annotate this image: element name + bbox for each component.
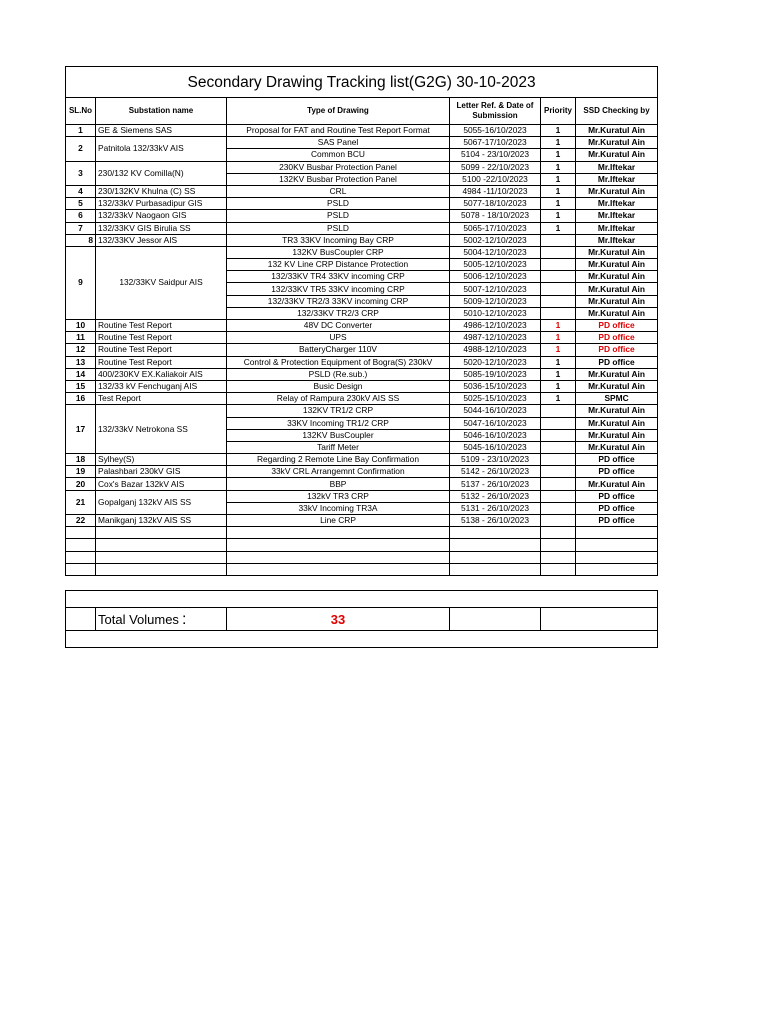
header-row	[66, 98, 658, 125]
table-row	[66, 478, 658, 490]
sl-cell: 5	[66, 198, 96, 210]
substation-cell: Cox's Bazar 132kV AIS	[96, 478, 227, 490]
drawing-type-cell: CRL	[227, 185, 450, 197]
ssd-checker-cell: Mr.Kuratul Ain	[576, 125, 658, 137]
sl-cell: 1	[66, 125, 96, 137]
drawing-type-cell: TR3 33KV Incoming Bay CRP	[227, 234, 450, 246]
table-row	[66, 466, 658, 478]
table-row	[66, 320, 658, 332]
substation-cell: 230/132 KV Comilla(N)	[96, 161, 227, 185]
col-header-sl: SL.No	[66, 98, 96, 125]
drawing-type-cell: 33kV Incoming TR3A	[227, 502, 450, 514]
table-row	[66, 210, 658, 222]
table-row	[66, 454, 658, 466]
col-header-priority: Priority	[541, 98, 576, 125]
letter-ref-cell: 5010-12/10/2023	[450, 307, 541, 319]
drawing-type-cell: BBP	[227, 478, 450, 490]
letter-ref-cell: 5099 - 22/10/2023	[450, 161, 541, 173]
sl-cell: 11	[66, 332, 96, 344]
drawing-type-cell: PSLD	[227, 198, 450, 210]
table-row	[66, 368, 658, 380]
substation-cell: Routine Test Report	[96, 344, 227, 356]
substation-cell: 132/33kV Purbasadipur GIS	[96, 198, 227, 210]
ssd-checker-cell: PD office	[576, 332, 658, 344]
substation-cell: Routine Test Report	[96, 356, 227, 368]
sheet-title: Secondary Drawing Tracking list(G2G) 30-10-2023	[66, 67, 658, 98]
ssd-checker-cell: Mr.Kuratul Ain	[576, 429, 658, 441]
sl-cell: 8	[66, 234, 96, 246]
substation-cell: 132/33KV GIS Birulia SS	[96, 222, 227, 234]
substation-cell: GE & Siemens SAS	[96, 125, 227, 137]
drawing-type-cell: 132/33KV TR5 33KV incoming CRP	[227, 283, 450, 295]
drawing-type-cell: Tariff Meter	[227, 441, 450, 453]
total-section	[65, 590, 657, 648]
drawing-type-cell: 132/33KV TR4 33KV incoming CRP	[227, 271, 450, 283]
ssd-checker-cell: PD office	[576, 466, 658, 478]
priority-cell: 1	[541, 368, 576, 380]
letter-ref-cell: 5007-12/10/2023	[450, 283, 541, 295]
table-row	[66, 234, 658, 246]
letter-ref-cell: 5046-16/10/2023	[450, 429, 541, 441]
ssd-checker-cell: Mr.Kuratul Ain	[576, 283, 658, 295]
ssd-checker-cell: Mr.Kuratul Ain	[576, 137, 658, 149]
ssd-checker-cell: PD office	[576, 502, 658, 514]
sl-cell: 17	[66, 405, 96, 454]
drawing-type-cell: 33kV CRL Arrangemnt Confirmation	[227, 466, 450, 478]
ssd-checker-cell: Mr.Kuratul Ain	[576, 478, 658, 490]
letter-ref-cell: 5002-12/10/2023	[450, 234, 541, 246]
priority-cell: 1	[541, 332, 576, 344]
ssd-checker-cell: Mr.Kuratul Ain	[576, 307, 658, 319]
letter-ref-cell: 5004-12/10/2023	[450, 246, 541, 258]
table-row	[66, 222, 658, 234]
letter-ref-cell: 5131 - 26/10/2023	[450, 502, 541, 514]
substation-cell: Palashbari 230kV GIS	[96, 466, 227, 478]
substation-cell: Test Report	[96, 393, 227, 405]
sl-cell: 6	[66, 210, 96, 222]
substation-cell: Routine Test Report	[96, 320, 227, 332]
sl-cell: 15	[66, 380, 96, 392]
priority-cell	[541, 417, 576, 429]
priority-cell: 1	[541, 344, 576, 356]
table-body	[66, 125, 658, 527]
priority-cell: 1	[541, 380, 576, 392]
ssd-checker-cell: Mr.Kuratul Ain	[576, 417, 658, 429]
sl-cell: 3	[66, 161, 96, 185]
drawing-type-cell: 132/33KV TR2/3 33KV incoming CRP	[227, 295, 450, 307]
letter-ref-cell: 5006-12/10/2023	[450, 271, 541, 283]
letter-ref-cell: 5085-19/10/2023	[450, 368, 541, 380]
ssd-checker-cell: Mr.Iftekar	[576, 173, 658, 185]
drawing-type-cell: SAS Panel	[227, 137, 450, 149]
letter-ref-cell: 5067-17/10/2023	[450, 137, 541, 149]
total-table	[65, 590, 658, 648]
ssd-checker-cell: Mr.Kuratul Ain	[576, 259, 658, 271]
ssd-checker-cell: PD office	[576, 454, 658, 466]
ssd-checker-cell: Mr.Kuratul Ain	[576, 246, 658, 258]
substation-cell: 132/33kV Netrokona SS	[96, 405, 227, 454]
priority-cell	[541, 441, 576, 453]
sl-cell: 2	[66, 137, 96, 161]
ssd-checker-cell: PD office	[576, 490, 658, 502]
letter-ref-cell: 5044-16/10/2023	[450, 405, 541, 417]
col-header-ssd: SSD Checking by	[576, 98, 658, 125]
priority-cell	[541, 271, 576, 283]
substation-cell: Gopalganj 132kV AIS SS	[96, 490, 227, 514]
priority-cell	[541, 405, 576, 417]
drawing-type-cell: 48V DC Converter	[227, 320, 450, 332]
empty-row	[66, 563, 658, 575]
sl-cell: 16	[66, 393, 96, 405]
priority-cell	[541, 307, 576, 319]
sl-cell: 10	[66, 320, 96, 332]
empty-row	[66, 539, 658, 551]
tracking-table	[65, 66, 658, 576]
ssd-checker-cell: Mr.Kuratul Ain	[576, 149, 658, 161]
letter-ref-cell: 5025-15/10/2023	[450, 393, 541, 405]
sl-cell: 7	[66, 222, 96, 234]
priority-cell: 1	[541, 320, 576, 332]
substation-cell: Patnitola 132/33kV AIS	[96, 137, 227, 161]
table-row	[66, 490, 658, 502]
substation-cell: Sylhey(S)	[96, 454, 227, 466]
sl-cell: 9	[66, 246, 96, 319]
letter-ref-cell: 5036-15/10/2023	[450, 380, 541, 392]
drawing-type-cell: BatteryCharger 110V	[227, 344, 450, 356]
ssd-checker-cell: Mr.Kuratul Ain	[576, 271, 658, 283]
letter-ref-cell: 5055-16/10/2023	[450, 125, 541, 137]
ssd-checker-cell: Mr.Iftekar	[576, 210, 658, 222]
sl-cell: 14	[66, 368, 96, 380]
ssd-checker-cell: SPMC	[576, 393, 658, 405]
ssd-checker-cell: Mr.Kuratul Ain	[576, 185, 658, 197]
substation-cell: 132/33KV Jessor AIS	[96, 234, 227, 246]
substation-cell: 230/132KV Khulna (C) SS	[96, 185, 227, 197]
drawing-type-cell: 132 KV Line CRP Distance Protection	[227, 259, 450, 271]
priority-cell	[541, 490, 576, 502]
drawing-type-cell: 132/33KV TR2/3 CRP	[227, 307, 450, 319]
drawing-type-cell: 33KV Incoming TR1/2 CRP	[227, 417, 450, 429]
table-row	[66, 332, 658, 344]
letter-ref-cell: 5020-12/10/2023	[450, 356, 541, 368]
priority-cell	[541, 234, 576, 246]
table-row	[66, 356, 658, 368]
priority-cell: 1	[541, 198, 576, 210]
ssd-checker-cell: Mr.Kuratul Ain	[576, 380, 658, 392]
letter-ref-cell: 5104 - 23/10/2023	[450, 149, 541, 161]
priority-cell: 1	[541, 356, 576, 368]
table-row	[66, 137, 658, 149]
ssd-checker-cell: Mr.Iftekar	[576, 234, 658, 246]
sl-cell: 22	[66, 515, 96, 527]
priority-cell	[541, 466, 576, 478]
letter-ref-cell: 4986-12/10/2023	[450, 320, 541, 332]
letter-ref-cell: 5065-17/10/2023	[450, 222, 541, 234]
sl-cell: 13	[66, 356, 96, 368]
priority-cell	[541, 429, 576, 441]
substation-cell: 400/230KV EX.Kaliakoir AIS	[96, 368, 227, 380]
ssd-checker-cell: Mr.Kuratul Ain	[576, 405, 658, 417]
letter-ref-cell: 5142 - 26/10/2023	[450, 466, 541, 478]
drawing-type-cell: Proposal for FAT and Routine Test Report Format	[227, 125, 450, 137]
sl-cell: 20	[66, 478, 96, 490]
letter-ref-cell: 5138 - 26/10/2023	[450, 515, 541, 527]
priority-cell: 1	[541, 222, 576, 234]
table-row	[66, 198, 658, 210]
empty-row	[66, 551, 658, 563]
drawing-type-cell: 132KV TR1/2 CRP	[227, 405, 450, 417]
table-row	[66, 185, 658, 197]
ssd-checker-cell: Mr.Iftekar	[576, 161, 658, 173]
table-row	[66, 125, 658, 137]
drawing-type-cell: UPS	[227, 332, 450, 344]
priority-cell: 1	[541, 125, 576, 137]
ssd-checker-cell: PD office	[576, 320, 658, 332]
ssd-checker-cell: Mr.Iftekar	[576, 222, 658, 234]
drawing-type-cell: Control & Protection Equipment of Bogra(S) 230kV	[227, 356, 450, 368]
table-row	[66, 161, 658, 173]
priority-cell: 1	[541, 173, 576, 185]
priority-cell: 1	[541, 161, 576, 173]
priority-cell	[541, 295, 576, 307]
ssd-checker-cell: PD office	[576, 344, 658, 356]
drawing-type-cell: Busic Design	[227, 380, 450, 392]
priority-cell	[541, 502, 576, 514]
priority-cell	[541, 259, 576, 271]
priority-cell: 1	[541, 210, 576, 222]
letter-ref-cell: 4988-12/10/2023	[450, 344, 541, 356]
letter-ref-cell: 5047-16/10/2023	[450, 417, 541, 429]
letter-ref-cell: 5137 - 26/10/2023	[450, 478, 541, 490]
table-row	[66, 344, 658, 356]
col-header-letter: Letter Ref. & Date of Submission	[450, 98, 541, 125]
drawing-type-cell: PSLD	[227, 222, 450, 234]
substation-cell: 132/33KV Saidpur AIS	[96, 246, 227, 319]
col-header-substation: Substation name	[96, 98, 227, 125]
table-row	[66, 246, 658, 258]
table-row	[66, 380, 658, 392]
letter-ref-cell: 5077-18/10/2023	[450, 198, 541, 210]
table-row	[66, 515, 658, 527]
sl-cell: 21	[66, 490, 96, 514]
letter-ref-cell: 5109 - 23/10/2023	[450, 454, 541, 466]
ssd-checker-cell: PD office	[576, 515, 658, 527]
substation-cell: Manikganj 132kV AIS SS	[96, 515, 227, 527]
drawing-type-cell: 132KV Busbar Protection Panel	[227, 173, 450, 185]
sl-cell: 18	[66, 454, 96, 466]
letter-ref-cell: 5005-12/10/2023	[450, 259, 541, 271]
drawing-type-cell: 132KV BusCoupler	[227, 429, 450, 441]
col-header-type: Type of Drawing	[227, 98, 450, 125]
ssd-checker-cell: Mr.Kuratul Ain	[576, 295, 658, 307]
total-row	[66, 608, 658, 631]
ssd-checker-cell: PD office	[576, 356, 658, 368]
sl-cell: 12	[66, 344, 96, 356]
priority-cell	[541, 454, 576, 466]
drawing-type-cell: 132kV TR3 CRP	[227, 490, 450, 502]
substation-cell: 132/33 kV Fenchuganj AIS	[96, 380, 227, 392]
empty-row	[66, 527, 658, 539]
letter-ref-cell: 4984 -11/10/2023	[450, 185, 541, 197]
letter-ref-cell: 5132 - 26/10/2023	[450, 490, 541, 502]
total-value: 33	[227, 608, 450, 631]
table-row	[66, 405, 658, 417]
priority-cell	[541, 283, 576, 295]
drawing-type-cell: Common BCU	[227, 149, 450, 161]
priority-cell	[541, 478, 576, 490]
priority-cell: 1	[541, 149, 576, 161]
priority-cell: 1	[541, 393, 576, 405]
table-row	[66, 393, 658, 405]
tracking-sheet	[65, 66, 657, 576]
priority-cell: 1	[541, 137, 576, 149]
drawing-type-cell: Regarding 2 Remote Line Bay Confirmation	[227, 454, 450, 466]
substation-cell: 132/33kV Naogaon GIS	[96, 210, 227, 222]
letter-ref-cell: 5100 -22/10/2023	[450, 173, 541, 185]
sl-cell: 4	[66, 185, 96, 197]
ssd-checker-cell: Mr.Kuratul Ain	[576, 441, 658, 453]
priority-cell: 1	[541, 185, 576, 197]
ssd-checker-cell: Mr.Kuratul Ain	[576, 368, 658, 380]
drawing-type-cell: Line CRP	[227, 515, 450, 527]
drawing-type-cell: PSLD	[227, 210, 450, 222]
ssd-checker-cell: Mr.Iftekar	[576, 198, 658, 210]
drawing-type-cell: 230KV Busbar Protection Panel	[227, 161, 450, 173]
drawing-type-cell: 132KV BusCoupler CRP	[227, 246, 450, 258]
letter-ref-cell: 5045-16/10/2023	[450, 441, 541, 453]
sl-cell: 19	[66, 466, 96, 478]
priority-cell	[541, 515, 576, 527]
letter-ref-cell: 4987-12/10/2023	[450, 332, 541, 344]
letter-ref-cell: 5009-12/10/2023	[450, 295, 541, 307]
drawing-type-cell: Relay of Rampura 230kV AIS SS	[227, 393, 450, 405]
letter-ref-cell: 5078 - 18/10/2023	[450, 210, 541, 222]
substation-cell: Routine Test Report	[96, 332, 227, 344]
priority-cell	[541, 246, 576, 258]
drawing-type-cell: PSLD (Re.sub.)	[227, 368, 450, 380]
total-label: Total Volumes :	[96, 608, 227, 631]
